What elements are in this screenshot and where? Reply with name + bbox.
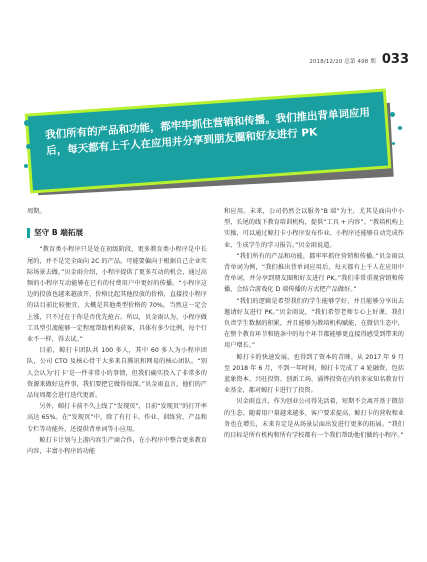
left-column bbox=[27, 206, 207, 457]
decor-dot bbox=[32, 132, 36, 136]
decor-dot bbox=[398, 126, 402, 130]
page-header bbox=[309, 52, 409, 67]
right-column bbox=[224, 206, 404, 441]
section-heading bbox=[27, 227, 207, 238]
paragraph: 鲸打卡的快速发展，也得到了资本的青睐。从 2017 年 9 月至 2018 年 6 月，不到一年时间，鲸打卡完成了 4 轮融资，包括蓝象资本、兴旺投资、创新工场、涌铧投资在内的多家知名教育行业基金，都对鲸打卡进行了投资。 bbox=[224, 353, 404, 395]
paragraph: 鲸打卡计划与上游内容生产商合作，在小程序中整合更多教育内容，丰富小程序的功能 bbox=[27, 436, 207, 456]
decor-dot bbox=[24, 164, 28, 168]
paragraph: 另外，鲸打卡前不久上线了“发现页”，目前“发现页”的打开率高达 65%。在“发现页”中，除了有打卡、作业、训练营、产品和专栏等功能外，还提供背单词等小应用。 bbox=[27, 403, 207, 433]
paragraph: 目前，鲸打卡团队共 100 多人，其中 60 多人为小程序团队，公司 CTO 及核心骨干大多来自腾讯和网易的核心团队。“别人会认为‘打卡’是一件非常小的事情，但我们确实投入了非常多的资源来做好这件事，我们要把它做得很深。”贝金雨直言，他们的产品每周都会进行迭代更新。 bbox=[27, 347, 207, 400]
pull-quote-banner bbox=[22, 98, 412, 190]
lead-text: 周期。 bbox=[27, 208, 46, 215]
decor-dot bbox=[392, 142, 395, 145]
paragraph: “我们所有的产品和功能，都牢牢抓住营销和传播。”贝金雨以背单词为例，“我们推出背单词应用后，每天都有上千人在应用中背单词，并分享到朋友圈和好友进行 PK。”我们非常重视营销和传播，会结合游戏化 D 端传播的方式把产品做好。” bbox=[224, 252, 404, 294]
decor-dot bbox=[26, 144, 31, 149]
section-title: 坚守 B 端拓展 bbox=[34, 228, 84, 238]
paragraph: 贝金雨直言，作为创业公司得先活着，短期不会离开基于微信的生态。随着用户量越来越多，客户要求提高，鲸打卡的营收和业务也在增长，未来肯定是从场景层面出发进行更多的拓展。“我们的目标是所有机构和所有学校都有一个我们帮助他们做的小程序。” bbox=[224, 398, 404, 440]
banner-quote-text: 我们所有的产品和功能，都牢牢抓住营销和传播。我们推出背单词应用后，每天都有上千人在应用并分享到朋友圈和好友进行 PK bbox=[44, 106, 371, 158]
paragraph: 和应用。未来，公司仍然会以服务“B 端”为主，尤其是面向中小型、长尾的线下教育培训机构，提供“工具 + 内容”。“教培机构上实操，可以通过鲸打卡小程序发布作业。小程序还能够自动完成作业，生成学生的学习报告。”贝金雨说道。 bbox=[224, 208, 404, 249]
decor-dot bbox=[390, 112, 395, 117]
decor-dot bbox=[24, 120, 30, 126]
paragraph: “教育类小程序只是处在初级阶段，更多教育类小程序是中长尾的，并不是完全面向 2C 的产品。可能要偏向于根据自己企业实际场景去做。”贝金雨介绍，小程序提供了更多互动的机会，通过高频的小程序互动能够在已有的付费用户中更好的传播。“小程序这边的投放也越来越放开，价格比起其他投放的价格，直接投小程序的话目前比较便宜，大概是其他类型价格的 70%，当然这一定会上涨，只不过在于你是否优先抢占。所以，贝金雨认为，小程序做工具型引流能够一定程度帮助机构获客，具体有多少比例，每个行业不一样，得去试。” bbox=[27, 246, 207, 344]
decor-dot bbox=[34, 156, 37, 159]
paragraph: “我们的逻辑是希望我们的学生能够学好，并且能够分享出去邀请好友进行 PK。”贝金雨说，“我们希望老师专心上好课，我们负责学生数据的积累，并且能够为教培机构赋能，在微信生态中，在整个教育环节和链条中的每个环节都能够更直接得感受到带来的用户增长。” bbox=[224, 297, 404, 350]
issue-info: 2018/12/20 总第 498 期 bbox=[309, 59, 376, 65]
section-marker bbox=[27, 228, 30, 238]
page-number: 033 bbox=[381, 52, 409, 67]
